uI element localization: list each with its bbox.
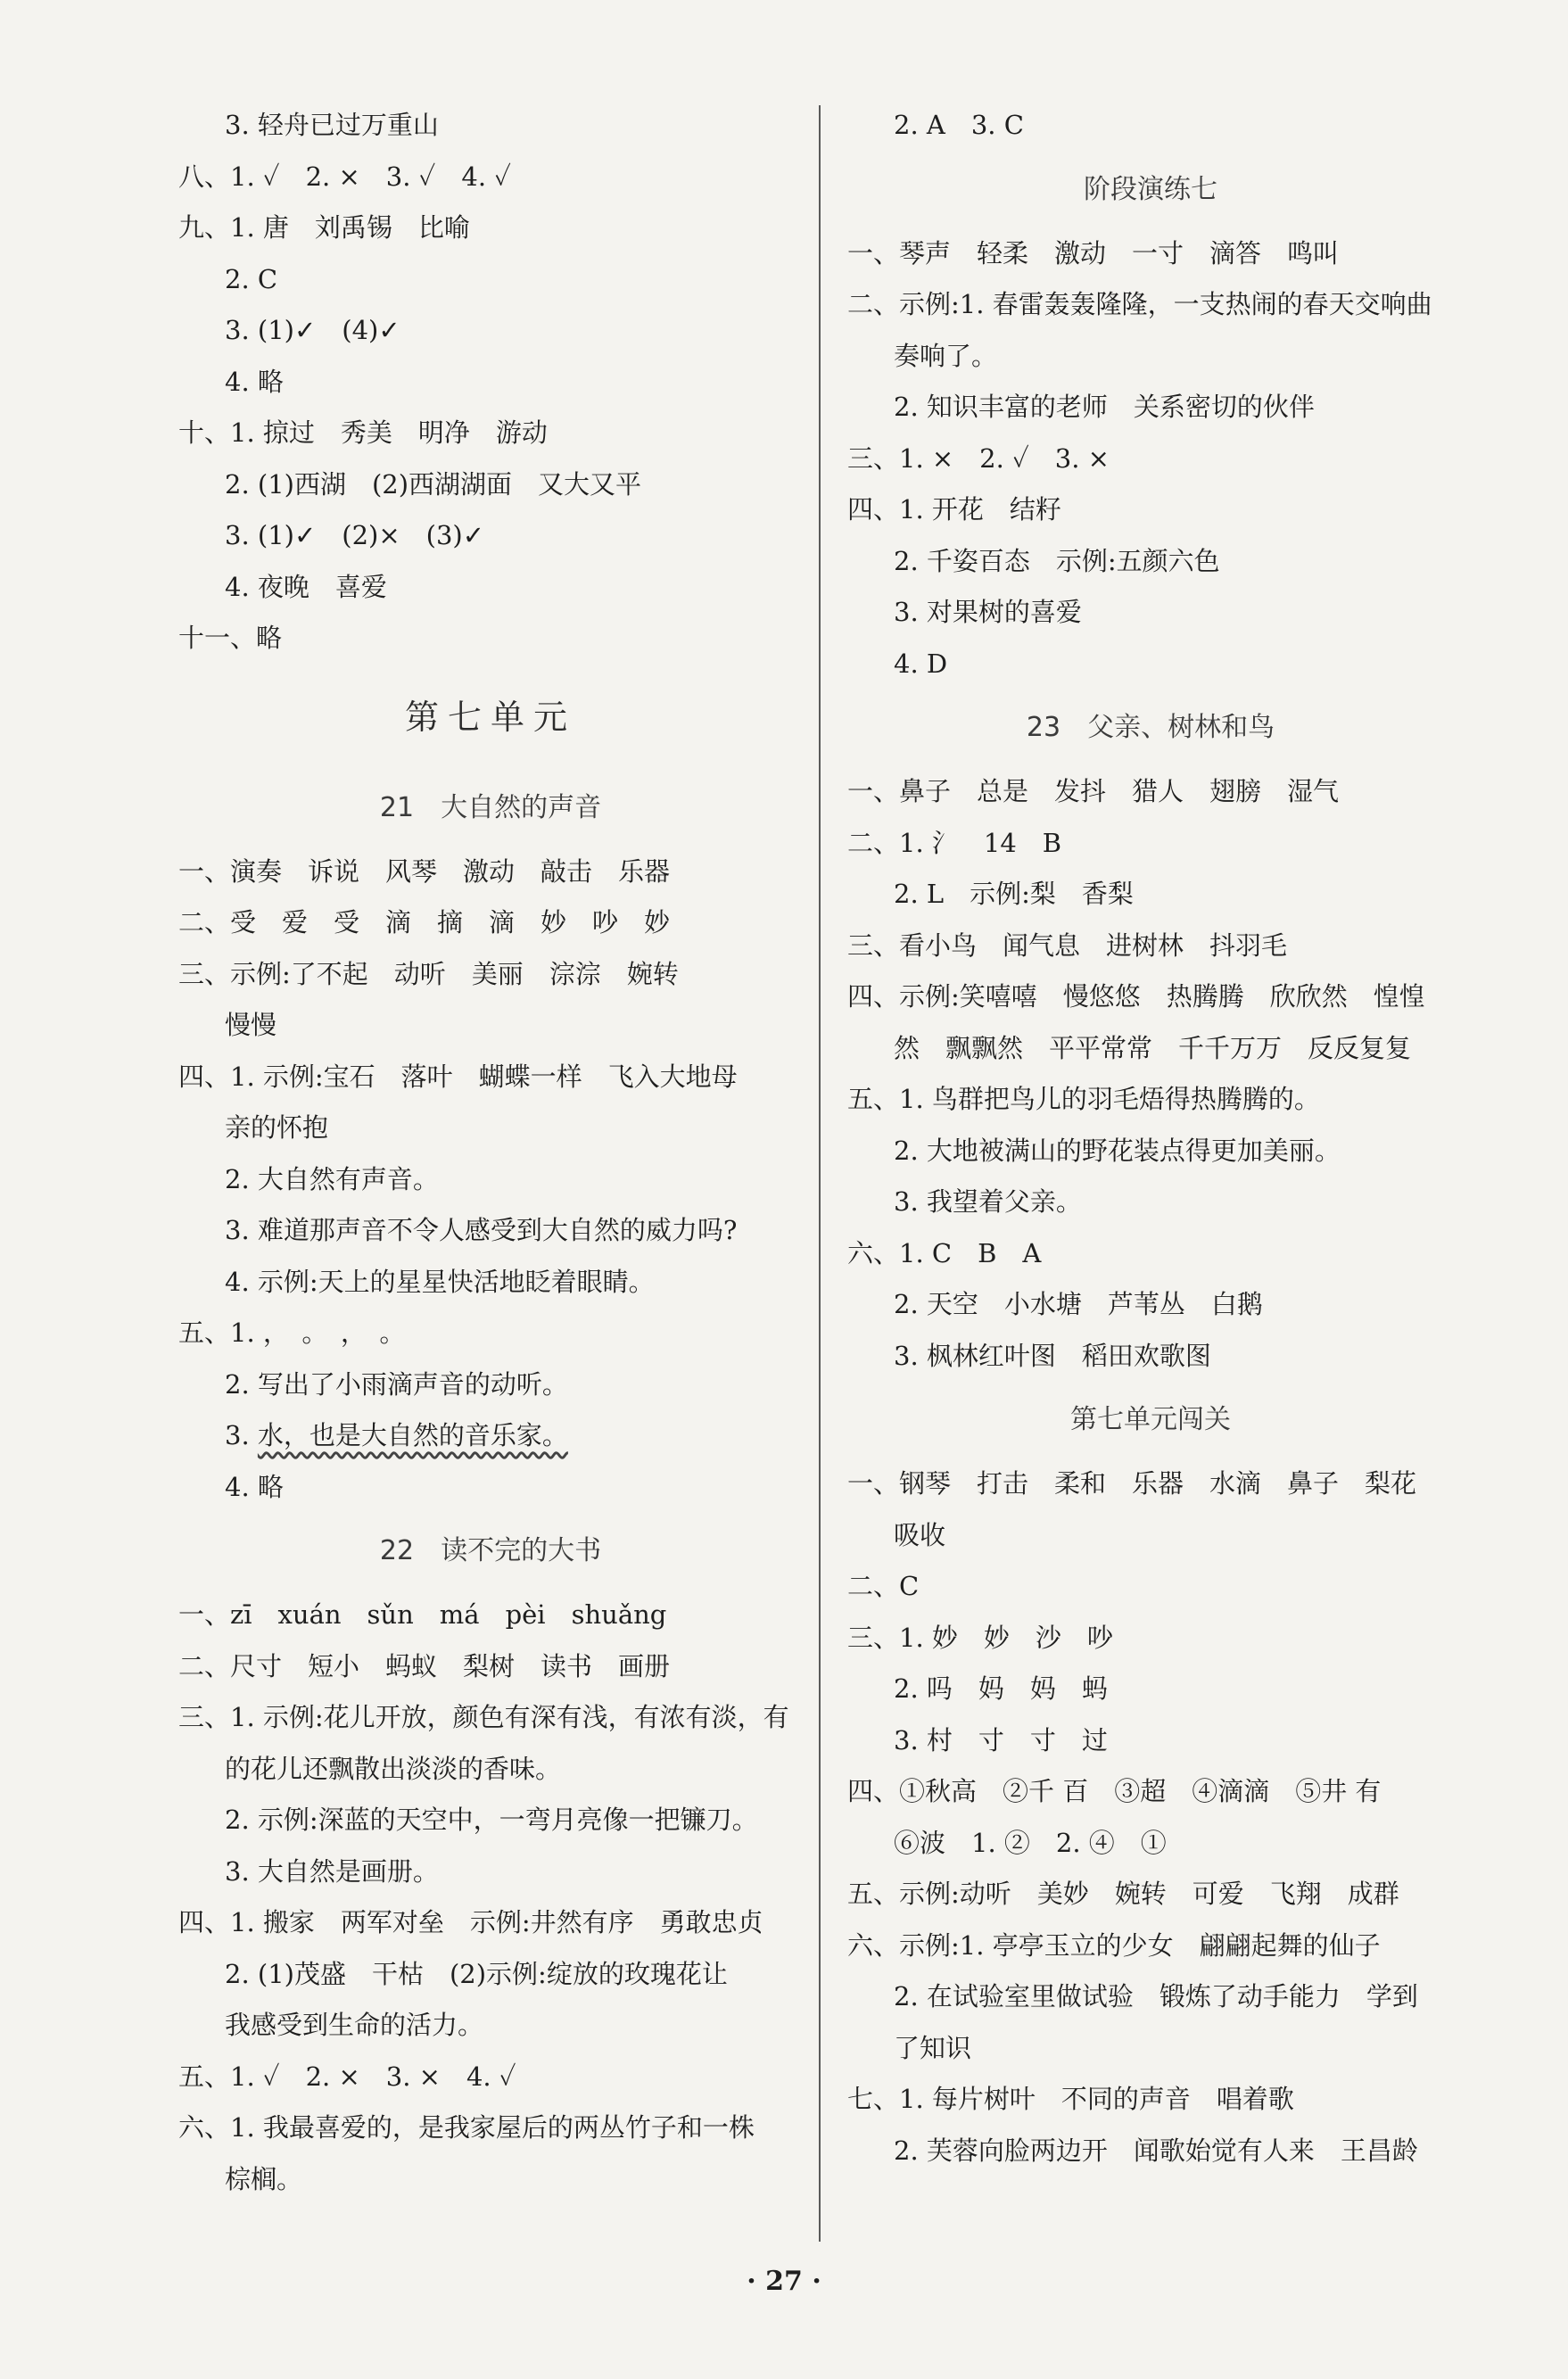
answer-line: 然 飘飘然 平平常常 千千万万 反反复复 (894, 1032, 1412, 1063)
answer-number: 3. (225, 1420, 258, 1450)
section-heading: 阶段演练七 (1084, 173, 1217, 205)
answer-line: 了知识 (894, 2032, 972, 2063)
answer-line: 一、zī xuán sǔn má pèi shuǎng (178, 1599, 667, 1630)
answer-line: 六、1. C B A (847, 1237, 1042, 1268)
answer-line: 3. 我望着父亲。 (894, 1186, 1082, 1217)
answer-line: 一、钢琴 打击 柔和 乐器 水滴 鼻子 梨花 (847, 1468, 1417, 1499)
answer-line: 七、1. 每片树叶 不同的声音 唱着歌 (847, 2084, 1294, 2114)
answer-line: 二、C (847, 1571, 920, 1601)
answer-line: 三、1. 示例:花儿开放，颜色有深有浅，有浓有淡，有 (178, 1702, 789, 1732)
answer-line: 一、演奏 诉说 风琴 激动 敲击 乐器 (178, 855, 671, 887)
answer-line: 一、鼻子 总是 发抖 猎人 翅膀 湿气 (847, 776, 1340, 806)
answer-line: 3. (1)✓ (4)✓ (225, 315, 400, 345)
answer-line: 四、示例:笑嘻嘻 慢悠悠 热腾腾 欣欣然 惶惶 (847, 981, 1425, 1012)
column-divider (819, 105, 821, 2242)
answer-line: 2. 大地被满山的野花装点得更加美丽。 (894, 1135, 1341, 1166)
answer-line: 2. 知识丰富的老师 关系密切的伙伴 (894, 392, 1315, 422)
left-column (178, 100, 803, 2205)
answer-line: 3. 枫林红叶图 稻田欢歌图 (894, 1340, 1211, 1371)
answer-line: 2. (1)茂盛 干枯 (2)示例:绽放的玫瑰花让 (225, 1958, 728, 1989)
section-heading: 21 大自然的声音 (379, 791, 602, 823)
answer-line: 四、①秋高 ②千 百 ③超 ④滴滴 ⑤井 有 (847, 1776, 1382, 1806)
wavy-underlined-answer: 水，也是大自然的音乐家。 (257, 1420, 568, 1450)
right-column (847, 100, 1454, 2177)
answer-line: 4. 示例:天上的星星快活地眨着眼睛。 (225, 1266, 655, 1297)
answer-line: 三、1. × 2. ✓ 3. × (847, 442, 1110, 474)
answer-line: 三、看小鸟 闻气息 进树林 抖羽毛 (847, 929, 1288, 961)
answer-line: 2. 写出了小雨滴声音的动听。 (225, 1368, 568, 1400)
answer-line: 2. A 3. C (894, 110, 1024, 140)
answer-line: 六、1. 我最喜爱的，是我家屋后的两丛竹子和一株 (178, 2112, 755, 2143)
answer-line: 亲的怀抱 (225, 1112, 329, 1143)
answer-line: 3. 村 寸 寸 过 (894, 1724, 1108, 1755)
answer-line: 六、示例:1. 亭亭玉立的少女 翩翩起舞的仙子 (847, 1929, 1381, 1961)
answer-line: 三、示例:了不起 动听 美丽 淙淙 婉转 (178, 958, 679, 989)
answer-line: 二、1. 氵 14 B (847, 827, 1062, 858)
answer-line: 三、1. 妙 妙 沙 吵 (847, 1622, 1113, 1653)
answer-line: 八、1. ✓ 2. × 3. ✓ 4. ✓ (178, 161, 511, 192)
answer-line: 2. L 示例:梨 香梨 (894, 879, 1134, 909)
answer-line: 十一、略 (178, 623, 283, 653)
answer-line: 奏响了。 (894, 340, 998, 371)
answer-line: 4. 略 (225, 1471, 284, 1502)
answer-line: 五、1. 鸟群把鸟儿的羽毛焐得热腾腾的。 (847, 1084, 1320, 1114)
answer-line: 3. 大自然是画册。 (225, 1855, 439, 1887)
answer-line: 的花儿还飘散出淡淡的香味。 (225, 1753, 562, 1784)
answer-line: 3. 难道那声音不令人感受到大自然的威力吗? (225, 1215, 738, 1245)
answer-line: 二、示例:1. 春雷轰轰隆隆，一支热闹的春天交响曲 (847, 289, 1432, 319)
answer-line: 一、琴声 轻柔 激动 一寸 滴答 鸣叫 (847, 237, 1340, 268)
section-heading: 第七单元 (404, 697, 576, 737)
answer-line: 3. 对果树的喜爱 (894, 597, 1082, 627)
answer-line: 慢慢 (225, 1010, 277, 1040)
answer-line: 四、1. 搬家 两军对垒 示例:井然有序 勇敢忠贞 (178, 1907, 763, 1937)
answer-line: 二、受 爱 受 滴 摘 滴 妙 吵 妙 (178, 907, 671, 938)
answer-line: 3. (1)✓ (2)× (3)✓ (225, 520, 485, 550)
section-heading: 22 读不完的大书 (379, 1535, 602, 1566)
answer-line: 4. 略 (225, 366, 284, 397)
answer-line: 九、1. 唐 刘禹锡 比喻 (178, 212, 470, 243)
answer-line: ⑥波 1. ② 2. ④ ① (894, 1827, 1167, 1858)
answer-line: 四、1. 开花 结籽 (847, 494, 1061, 525)
section-heading: 23 父亲、树林和鸟 (1026, 712, 1275, 743)
answer-line: 五、1. ， 。 ， 。 (178, 1318, 406, 1348)
answer-line: 2. 大自然有声音。 (225, 1163, 439, 1194)
answer-line: 2. 吗 妈 妈 蚂 (894, 1673, 1108, 1704)
answer-line: 五、示例:动听 美妙 婉转 可爱 飞翔 成群 (847, 1879, 1399, 1909)
answer-line: 4. 夜晚 喜爱 (225, 571, 387, 602)
answer-line: 十、1. 掠过 秀美 明净 游动 (178, 417, 548, 448)
section-heading: 第七单元闯关 (1070, 1404, 1231, 1435)
answer-line: 2. (1)西湖 (2)西湖湖面 又大又平 (225, 468, 642, 500)
answer-line: 四、1. 示例:宝石 落叶 蝴蝶一样 飞入大地母 (178, 1061, 738, 1092)
answer-line: 我感受到生命的活力。 (225, 2010, 484, 2040)
answer-line: 3. 轻舟已过万重山 (225, 110, 439, 140)
answer-line: 2. 示例:深蓝的天空中，一弯月亮像一把镰刀。 (225, 1805, 758, 1835)
answer-line: 2. 天空 小水塘 芦苇丛 白鹅 (894, 1289, 1263, 1319)
answer-line: 2. 在试验室里做试验 锻炼了动手能力 学到 (894, 1981, 1418, 2011)
page-number: · 27 · (747, 2266, 821, 2297)
answer-line: 二、尺寸 短小 蚂蚁 梨树 读书 画册 (178, 1650, 671, 1681)
answer-line: 吸收 (894, 1519, 946, 1550)
answer-line: 五、1. ✓ 2. × 3. × 4. ✓ (178, 2061, 516, 2092)
answer-line: 2. C (225, 263, 278, 294)
answer-line (178, 1410, 803, 1462)
answer-line: 2. 千姿百态 示例:五颜六色 (894, 545, 1220, 576)
answer-line: 4. D (894, 648, 948, 679)
answer-line: 棕榈。 (225, 2163, 303, 2194)
answer-line: 2. 芙蓉向脸两边开 闻歌始觉有人来 王昌龄 (894, 2135, 1418, 2166)
